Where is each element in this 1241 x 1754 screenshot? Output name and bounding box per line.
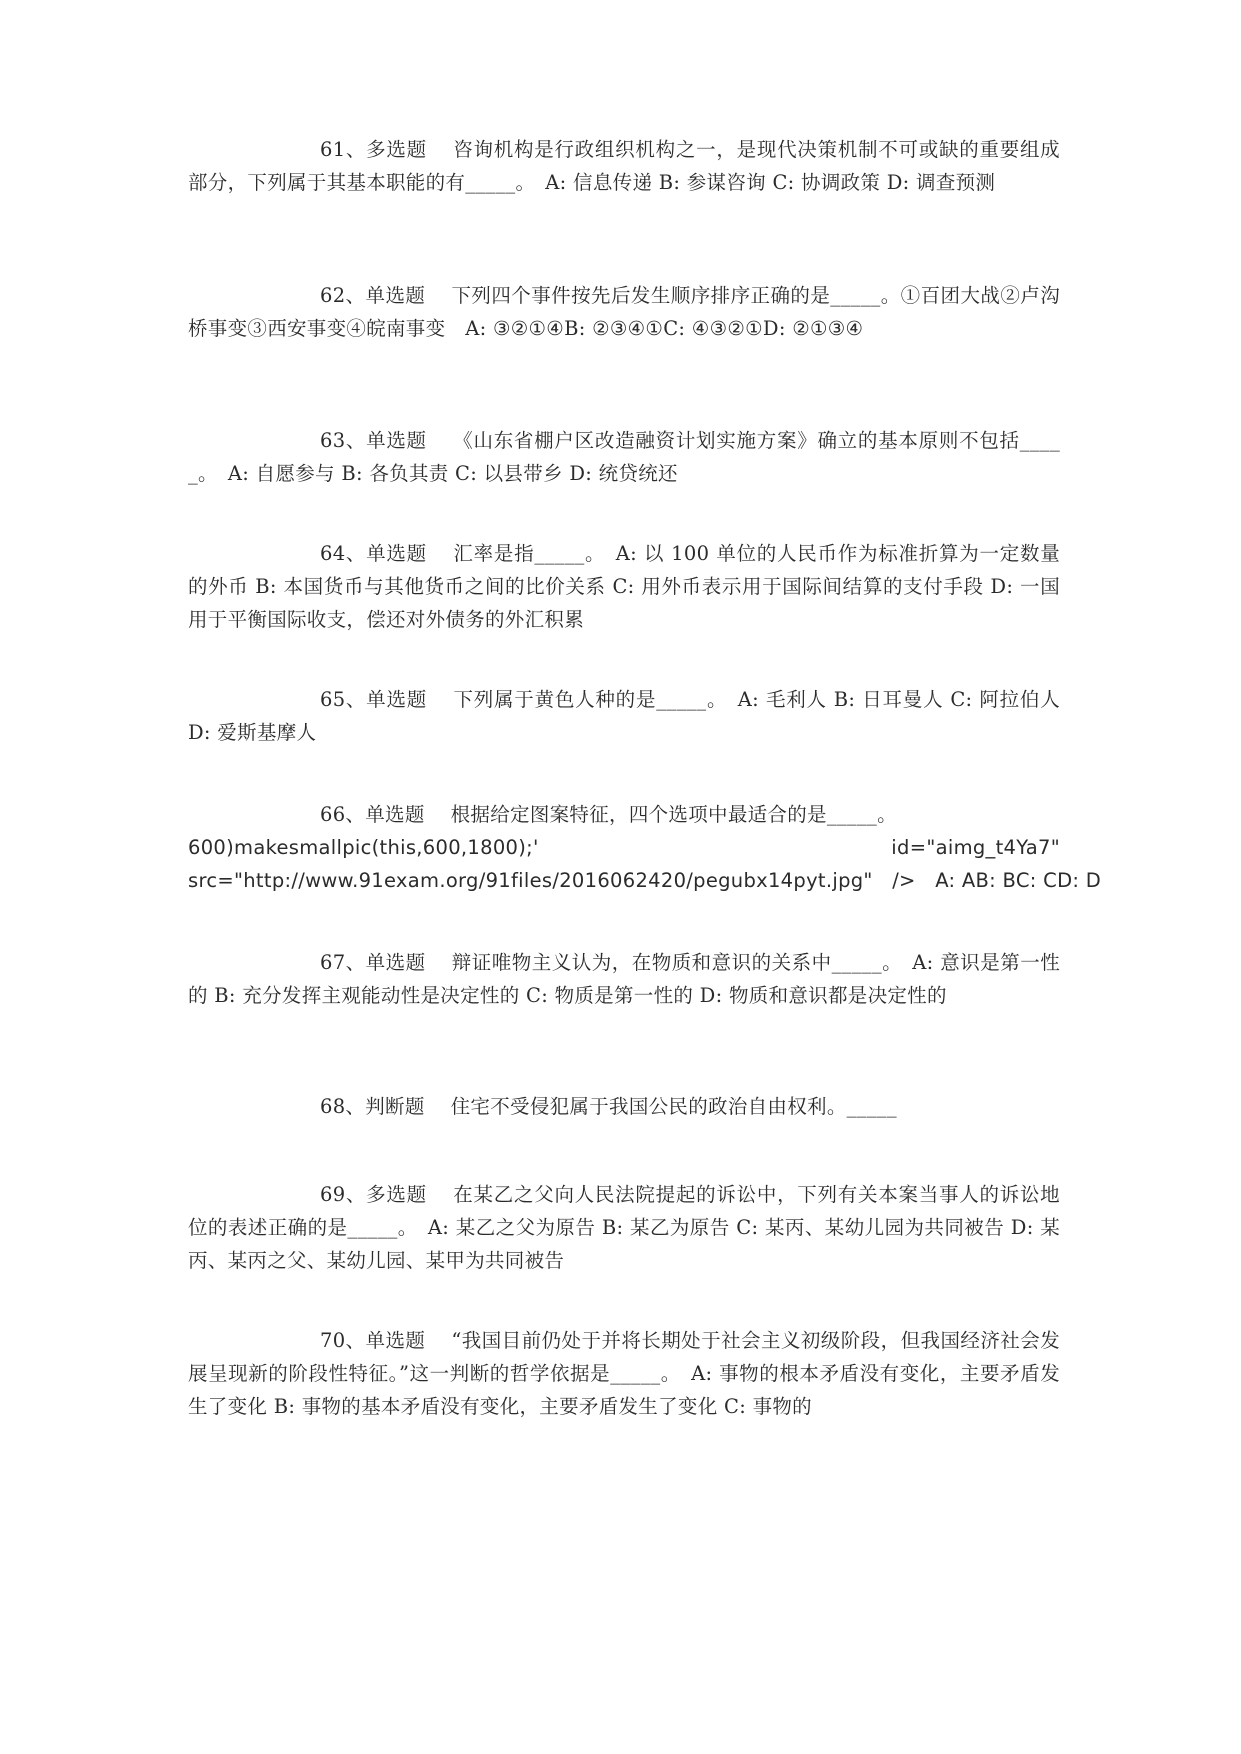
question-64 <box>188 537 1060 636</box>
question-type: 多选题 <box>366 1183 427 1206</box>
question-62 <box>188 279 1060 345</box>
question-61 <box>188 133 1060 199</box>
question-text: 在某乙之父向人民法院提起的诉讼中，下列有关本案当事人的诉讼地位的表述正确的是_____。 A: 某乙之父为原告 B: 某乙为原告 C: 某丙、某幼儿园为共同被告 D: 某丙、某丙之父、某幼儿园、某甲为共同被告 <box>188 1183 1060 1272</box>
question-text: 《山东省棚户区改造融资计划实施方案》确立的基本原则不包括_____。 A: 自愿参与 B: 各负其责 C: 以县带乡 D: 统贷统还 <box>188 429 1060 485</box>
question-text: 住宅不受侵犯属于我国公民的政治自由权利。_____ <box>450 1095 897 1118</box>
question-type: 单选题 <box>365 1329 426 1352</box>
question-type: 单选题 <box>365 284 426 307</box>
question-69 <box>188 1178 1060 1277</box>
question-number: 67、 <box>320 951 366 974</box>
question-number: 70、 <box>320 1329 366 1352</box>
question-65 <box>188 683 1060 749</box>
question-text: 咨询机构是行政组织机构之一，是现代决策机制不可或缺的重要组成部分，下列属于其基本职能的有_____。 A: 信息传递 B: 参谋咨询 C: 协调政策 D: 调查预测 <box>188 138 1060 194</box>
question-type: 判断题 <box>365 1095 425 1118</box>
question-type: 单选题 <box>365 803 425 826</box>
question-type: 单选题 <box>366 429 427 452</box>
question-number: 65、 <box>320 688 367 711</box>
question-number: 66、 <box>320 803 366 826</box>
question-type: 单选题 <box>366 688 427 711</box>
question-number: 64、 <box>320 542 367 565</box>
question-70 <box>188 1324 1060 1423</box>
question-text: 根据给定图案特征，四个选项中最适合的是_____。 <box>450 803 897 826</box>
code-fragment: id="aimg_t4Ya7" <box>891 836 1060 859</box>
question-text: 汇率是指_____。 A: 以 100 单位的人民币作为标准折算为一定数量的外币 B: 本国货币与其他货币之间的比价关系 C: 用外币表示用于国际间结算的支付手段 D: 一国用于平衡国际收支，偿还对外债务的外汇积累 <box>188 542 1060 631</box>
question-66 <box>188 798 1102 897</box>
question-type: 单选题 <box>365 951 426 974</box>
question-number: 69、 <box>320 1183 367 1206</box>
question-68 <box>188 1090 1060 1123</box>
question-text: 下列四个事件按先后发生顺序排序正确的是_____。①百团大战②卢沟桥事变③西安事变④皖南事变 A: ③②①④B: ②③④①C: ④③②①D: ②①③④ <box>188 284 1061 340</box>
question-type: 单选题 <box>366 542 427 565</box>
question-text: 下列属于黄色人种的是_____。 A: 毛利人 B: 日耳曼人 C: 阿拉伯人 D: 爱斯基摩人 <box>188 688 1061 744</box>
question-number: 63、 <box>320 429 367 452</box>
question-number: 68、 <box>320 1095 366 1118</box>
code-fragment: 600)makesmallpic(this,600,1800);' <box>188 836 539 859</box>
question-63 <box>188 424 1060 490</box>
question-text: “我国目前仍处于并将长期处于社会主义初级阶段，但我国经济社会发展呈现新的阶段性特征。”这一判断的哲学依据是_____。 A: 事物的根本矛盾没有变化，主要矛盾发生了变化 B: 事物的基本矛盾没有变化，主要矛盾发生了变化 C: 事物的 <box>188 1329 1060 1418</box>
code-line-1 <box>188 831 1060 864</box>
question-text: 辩证唯物主义认为，在物质和意识的关系中_____。 A: 意识是第一性的 B: 充分发挥主观能动性是决定性的 C: 物质是第一性的 D: 物质和意识都是决定性的 <box>188 951 1061 1007</box>
question-number: 61、 <box>320 138 367 161</box>
question-67 <box>188 946 1060 1012</box>
question-type: 多选题 <box>366 138 427 161</box>
question-number: 62、 <box>320 284 366 307</box>
code-line-2: src="http://www.91exam.org/91files/2016062420/pegubx14pyt.jpg" /> A: AB: BC: CD: D <box>188 869 1102 892</box>
